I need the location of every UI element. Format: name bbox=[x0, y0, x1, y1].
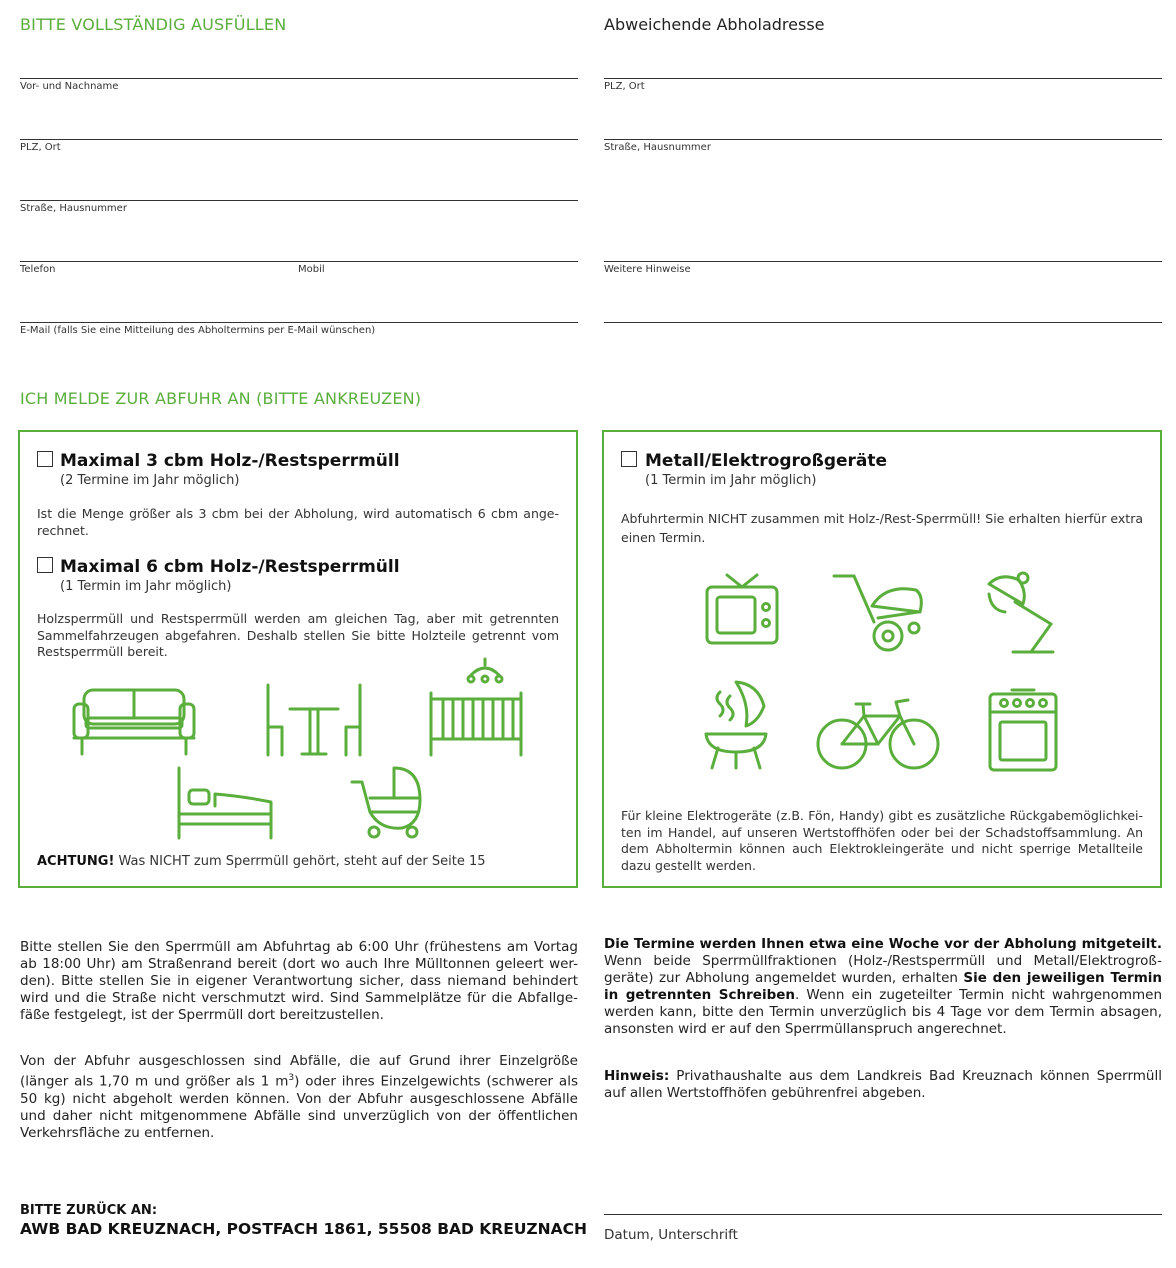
crib-icon bbox=[427, 657, 525, 757]
option-3cbm-note: Ist die Menge größer als 3 cbm bei der Abholung, wird automatisch 6 cbm ange-rechnet. bbox=[37, 506, 559, 538]
small-electro-note: Für kleine Elektrogeräte (z.B. Fön, Handy) gibt es zusätzliche Rückgabemöglichkei-ten im Handel, auf unseren Wertstoffhöfen oder bei der Schadstoffsammlung. An dem Abholtermin können auch Elektrokleingeräte und nicht sperrige Metallteile dazu gestellt werden. bbox=[621, 808, 1143, 873]
lawnmower-icon bbox=[832, 572, 928, 656]
appointment-info: Die Termine werden Ihnen etwa eine Woche vor der Abholung mitgeteilt. Wenn beide Sperrmüllfraktionen (Holz-/Restsperrmüll und Metall/Elektrogroß-geräte) zur Abholung angemeldet wurden, erhalten Sie den jeweiligen Termin in getrennten Schreiben. Wenn ein zugeteilter Termin nicht wahrgenommen werden kann, bitte den Termin unverzüglich bis 4 Tage vor dem Termin absagen, ansonsten wird er auf den Sperrmüllanspruch angerechnet. bbox=[604, 936, 1163, 1037]
option-metal-note: Abfuhrtermin NICHT zusammen mit Holz-/Rest-Sperrmüll! Sie erhalten hierfür extra einen Termin. bbox=[621, 511, 1143, 545]
option-6cbm-note: Holzsperrmüll und Restsperrmüll werden am gleichen Tag, aber mit getrennten Sammelfahrzeugen abgefahren. Deshalb stellen Sie bitte Holzteile getrennt vom Restsperrmüll bereit. bbox=[37, 611, 559, 659]
hint-note: Hinweis: Privathaushalte aus dem Landkreis Bad Kreuznach können Sperrmüll auf allen Wertstoffhöfen gebührenfrei abgeben. bbox=[604, 1068, 1162, 1101]
checkbox-3cbm[interactable] bbox=[37, 451, 53, 467]
alt-street-field-line[interactable] bbox=[604, 139, 1162, 140]
fill-in-heading: BITTE VOLLSTÄNDIG AUSFÜLLEN bbox=[20, 15, 287, 34]
option-3cbm-title: Maximal 3 cbm Holz-/Restsperrmüll bbox=[60, 451, 400, 471]
checkbox-metal-electro[interactable] bbox=[621, 451, 637, 467]
street-field-label: Straße, Hausnummer bbox=[20, 203, 127, 214]
plz-ort-field-line[interactable] bbox=[20, 139, 578, 140]
alt-address-heading: Abweichende Abholadresse bbox=[604, 15, 825, 34]
email-field-line[interactable] bbox=[20, 322, 578, 323]
sofa-icon bbox=[72, 688, 196, 756]
phone-field-label: Telefon bbox=[20, 264, 56, 275]
signature-label: Datum, Unterschrift bbox=[604, 1227, 738, 1243]
option-6cbm-title: Maximal 6 cbm Holz-/Restsperrmüll bbox=[60, 557, 400, 577]
tv-icon bbox=[705, 573, 779, 645]
bed-icon bbox=[175, 766, 275, 840]
alt-plz-ort-field-label: PLZ, Ort bbox=[604, 81, 645, 92]
notes-field-line[interactable] bbox=[604, 261, 1162, 262]
stove-icon bbox=[988, 688, 1058, 772]
desk-lamp-icon bbox=[979, 570, 1059, 656]
signature-line[interactable] bbox=[604, 1214, 1162, 1215]
warning-note bbox=[37, 854, 559, 871]
grill-icon bbox=[702, 678, 770, 770]
notes-field-line-2[interactable] bbox=[604, 322, 1162, 323]
option-metal-title: Metall/Elektrogroßgeräte bbox=[645, 451, 888, 471]
excluded-waste-note: Von der Abfuhr ausgeschlossen sind Abfälle, die auf Grund ihrer Einzelgröße (länger als 1,70 m und größer als 1 $m^3$) oder ihres Einzelgewichts (schwerer als 50 kg) nicht abgeholt werden können. Von der Abfuhr ausgeschlossene Abfälle und daher nicht mitgenommene Abfälle sind unverzüglich von der öffentlichen Verkehrsfläche zu entfernen. bbox=[20, 1053, 578, 1141]
return-label: BITTE ZURÜCK AN: bbox=[20, 1203, 158, 1218]
stroller-icon bbox=[350, 764, 430, 840]
alt-street-field-label: Straße, Hausnummer bbox=[604, 142, 711, 153]
name-field-label: Vor- und Nachname bbox=[20, 81, 119, 92]
warning-label: ACHTUNG! bbox=[37, 854, 115, 869]
email-field-label: E-Mail (falls Sie eine Mitteilung des Abholtermins per E-Mail wünschen) bbox=[20, 325, 376, 336]
warning-text: Was NICHT zum Sperrmüll gehört, steht auf der Seite 15 bbox=[114, 854, 486, 869]
street-field-line[interactable] bbox=[20, 200, 578, 201]
bicycle-icon bbox=[816, 694, 940, 772]
return-address: AWB BAD KREUZNACH, POSTFACH 1861, 55508 BAD KREUZNACH bbox=[20, 1220, 587, 1238]
notes-field-label: Weitere Hinweise bbox=[604, 264, 691, 275]
option-3cbm-subtitle: (2 Termine im Jahr möglich) bbox=[60, 473, 240, 488]
phone-field-line[interactable] bbox=[20, 261, 578, 262]
name-field-line[interactable] bbox=[20, 78, 578, 79]
option-metal-subtitle: (1 Termin im Jahr möglich) bbox=[645, 473, 817, 488]
plz-ort-field-label: PLZ, Ort bbox=[20, 142, 61, 153]
table-chairs-icon bbox=[264, 683, 364, 757]
registration-heading: ICH MELDE ZUR ABFUHR AN (BITTE ANKREUZEN) bbox=[20, 389, 422, 408]
alt-plz-ort-field-line[interactable] bbox=[604, 78, 1162, 79]
checkbox-6cbm[interactable] bbox=[37, 557, 53, 573]
mobile-field-label: Mobil bbox=[298, 264, 325, 275]
option-6cbm-subtitle: (1 Termin im Jahr möglich) bbox=[60, 579, 232, 594]
placement-instructions: Bitte stellen Sie den Sperrmüll am Abfuhrtag ab 6:00 Uhr (frühestens am Vortag ab 18:00 Uhr) am Straßenrand bereit (dort wo auch Ihre Mülltonnen geleert wer-den). Bitte stellen Sie in eigener Verantwortung sicher, dass niemand behindert wird und die Straße nicht verschmutzt wird. Sind Sammelplätze für die Abfallge-fäße festgelegt, ist der Sperrmüll dort bereitzustellen. bbox=[20, 939, 578, 1023]
